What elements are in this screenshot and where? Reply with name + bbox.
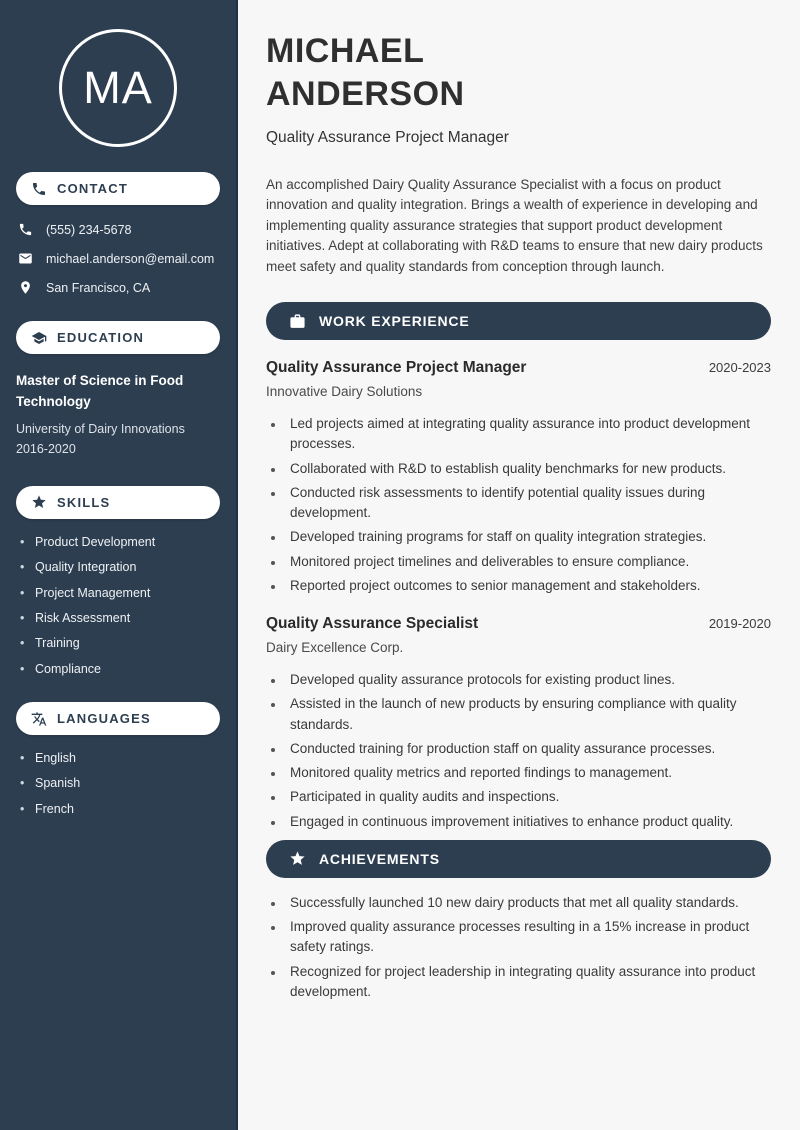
candidate-name [266,30,771,116]
contact-phone-text: (555) 234-5678 [46,222,132,237]
email-icon [18,251,33,266]
contact-phone [18,222,218,237]
education-entry [16,371,220,459]
work-experience-section-label: WORK EXPERIENCE [319,313,470,330]
job-bullet: • Led projects aimed at integrating quality assurance into product development processes. [285,414,771,455]
languages-list [20,751,220,816]
contact-location [18,280,218,295]
education-section-header [16,321,220,354]
contact-email-text: michael.anderson@email.com [46,251,215,266]
job-bullet: • Collaborated with R&D to establish quality benchmarks for new products. [285,459,771,479]
skill-item: • Product Development [20,535,220,549]
avatar-initials: MA [83,62,153,113]
job-title: Quality Assurance Project Manager [266,359,527,377]
language-item: • French [20,802,220,816]
translate-icon [31,711,47,727]
phone-icon [18,222,33,237]
skill-item: • Compliance [20,662,220,676]
achievement-bullet: • Recognized for project leadership in integrating quality assurance into product development. [285,962,771,1003]
avatar [59,29,177,147]
achievement-bullet: • Improved quality assurance processes resulting in a 15% increase in product safety ratings. [285,917,771,958]
skill-item: • Training [20,636,220,650]
contact-section-label: CONTACT [57,181,128,196]
job-dates: 2020-2023 [708,360,771,376]
education-section-label: EDUCATION [57,330,145,345]
education-years: 2016-2020 [16,441,76,456]
language-item: • English [20,751,220,765]
achievements-section-header [266,840,771,878]
skill-item: • Quality Integration [20,560,220,574]
achievements-section-label: ACHIEVEMENTS [319,850,440,867]
contact-section-header [16,172,220,205]
contact-email [18,251,218,266]
job-entry [266,359,771,596]
job-bullet: • Developed training programs for staff on quality integration strategies. [285,527,771,547]
job-bullet: • Developed quality assurance protocols for existing product lines. [285,670,771,690]
education-degree: Master of Science in Food Technology [16,373,184,409]
contact-location-text: San Francisco, CA [46,280,151,295]
candidate-title: Quality Assurance Project Manager [266,128,509,146]
skills-list [20,535,220,676]
star-icon [31,494,47,510]
main-content [238,0,800,1130]
job-bullet: • Participated in quality audits and inspections. [285,787,771,807]
job-bullet: • Conducted risk assessments to identify potential quality issues during development. [285,483,771,524]
star-icon [289,850,306,867]
job-bullet: • Monitored project timelines and deliverables to ensure compliance. [285,552,771,572]
language-item: • Spanish [20,776,220,790]
job-header [266,359,771,377]
job-company: Innovative Dairy Solutions [266,384,423,400]
education-school: University of Dairy Innovations [16,421,185,436]
location-icon [18,280,33,295]
job-bullet: • Monitored quality metrics and reported findings to management. [285,763,771,783]
work-experience-section-header [266,302,771,340]
skills-section-label: SKILLS [57,494,111,510]
job-company: Dairy Excellence Corp. [266,640,404,656]
job-bullet-list [266,414,771,596]
sidebar [0,0,238,1130]
contact-list [18,222,218,295]
achievement-bullet: • Successfully launched 10 new dairy products that met all quality standards. [285,893,771,913]
candidate-last-name: ANDERSON [266,74,465,113]
job-bullet-list [266,670,771,832]
languages-section-header [16,702,220,735]
job-bullet: • Engaged in continuous improvement initiatives to enhance product quality. [285,812,771,832]
candidate-first-name: MICHAEL [266,32,425,70]
job-bullet: • Reported project outcomes to senior management and stakeholders. [285,576,771,596]
job-bullet: • Conducted training for production staff on quality assurance processes. [285,739,771,759]
phone-icon [31,181,47,197]
job-header [266,615,771,633]
job-bullet: • Assisted in the launch of new products by ensuring compliance with quality standards. [285,694,771,735]
languages-section-label: LANGUAGES [57,711,151,727]
job-dates: 2019-2020 [708,616,771,632]
summary-paragraph: An accomplished Dairy Quality Assurance Specialist with a focus on product innovation and quality integration. Brings a wealth of experience in developing and implementing quality assurance strategies that support product development initiatives. Adept at collaborating with R&D teams to ensure that new dairy products meet safety and quality standards from conception through launch. [266,176,763,274]
skill-item: • Risk Assessment [20,611,220,625]
graduation-cap-icon [31,330,47,346]
skills-section-header [16,486,220,519]
achievements-list [266,893,771,1002]
job-entry [266,615,771,832]
skill-item: • Project Management [20,586,220,600]
briefcase-icon [289,313,306,330]
job-title: Quality Assurance Specialist [266,615,479,633]
